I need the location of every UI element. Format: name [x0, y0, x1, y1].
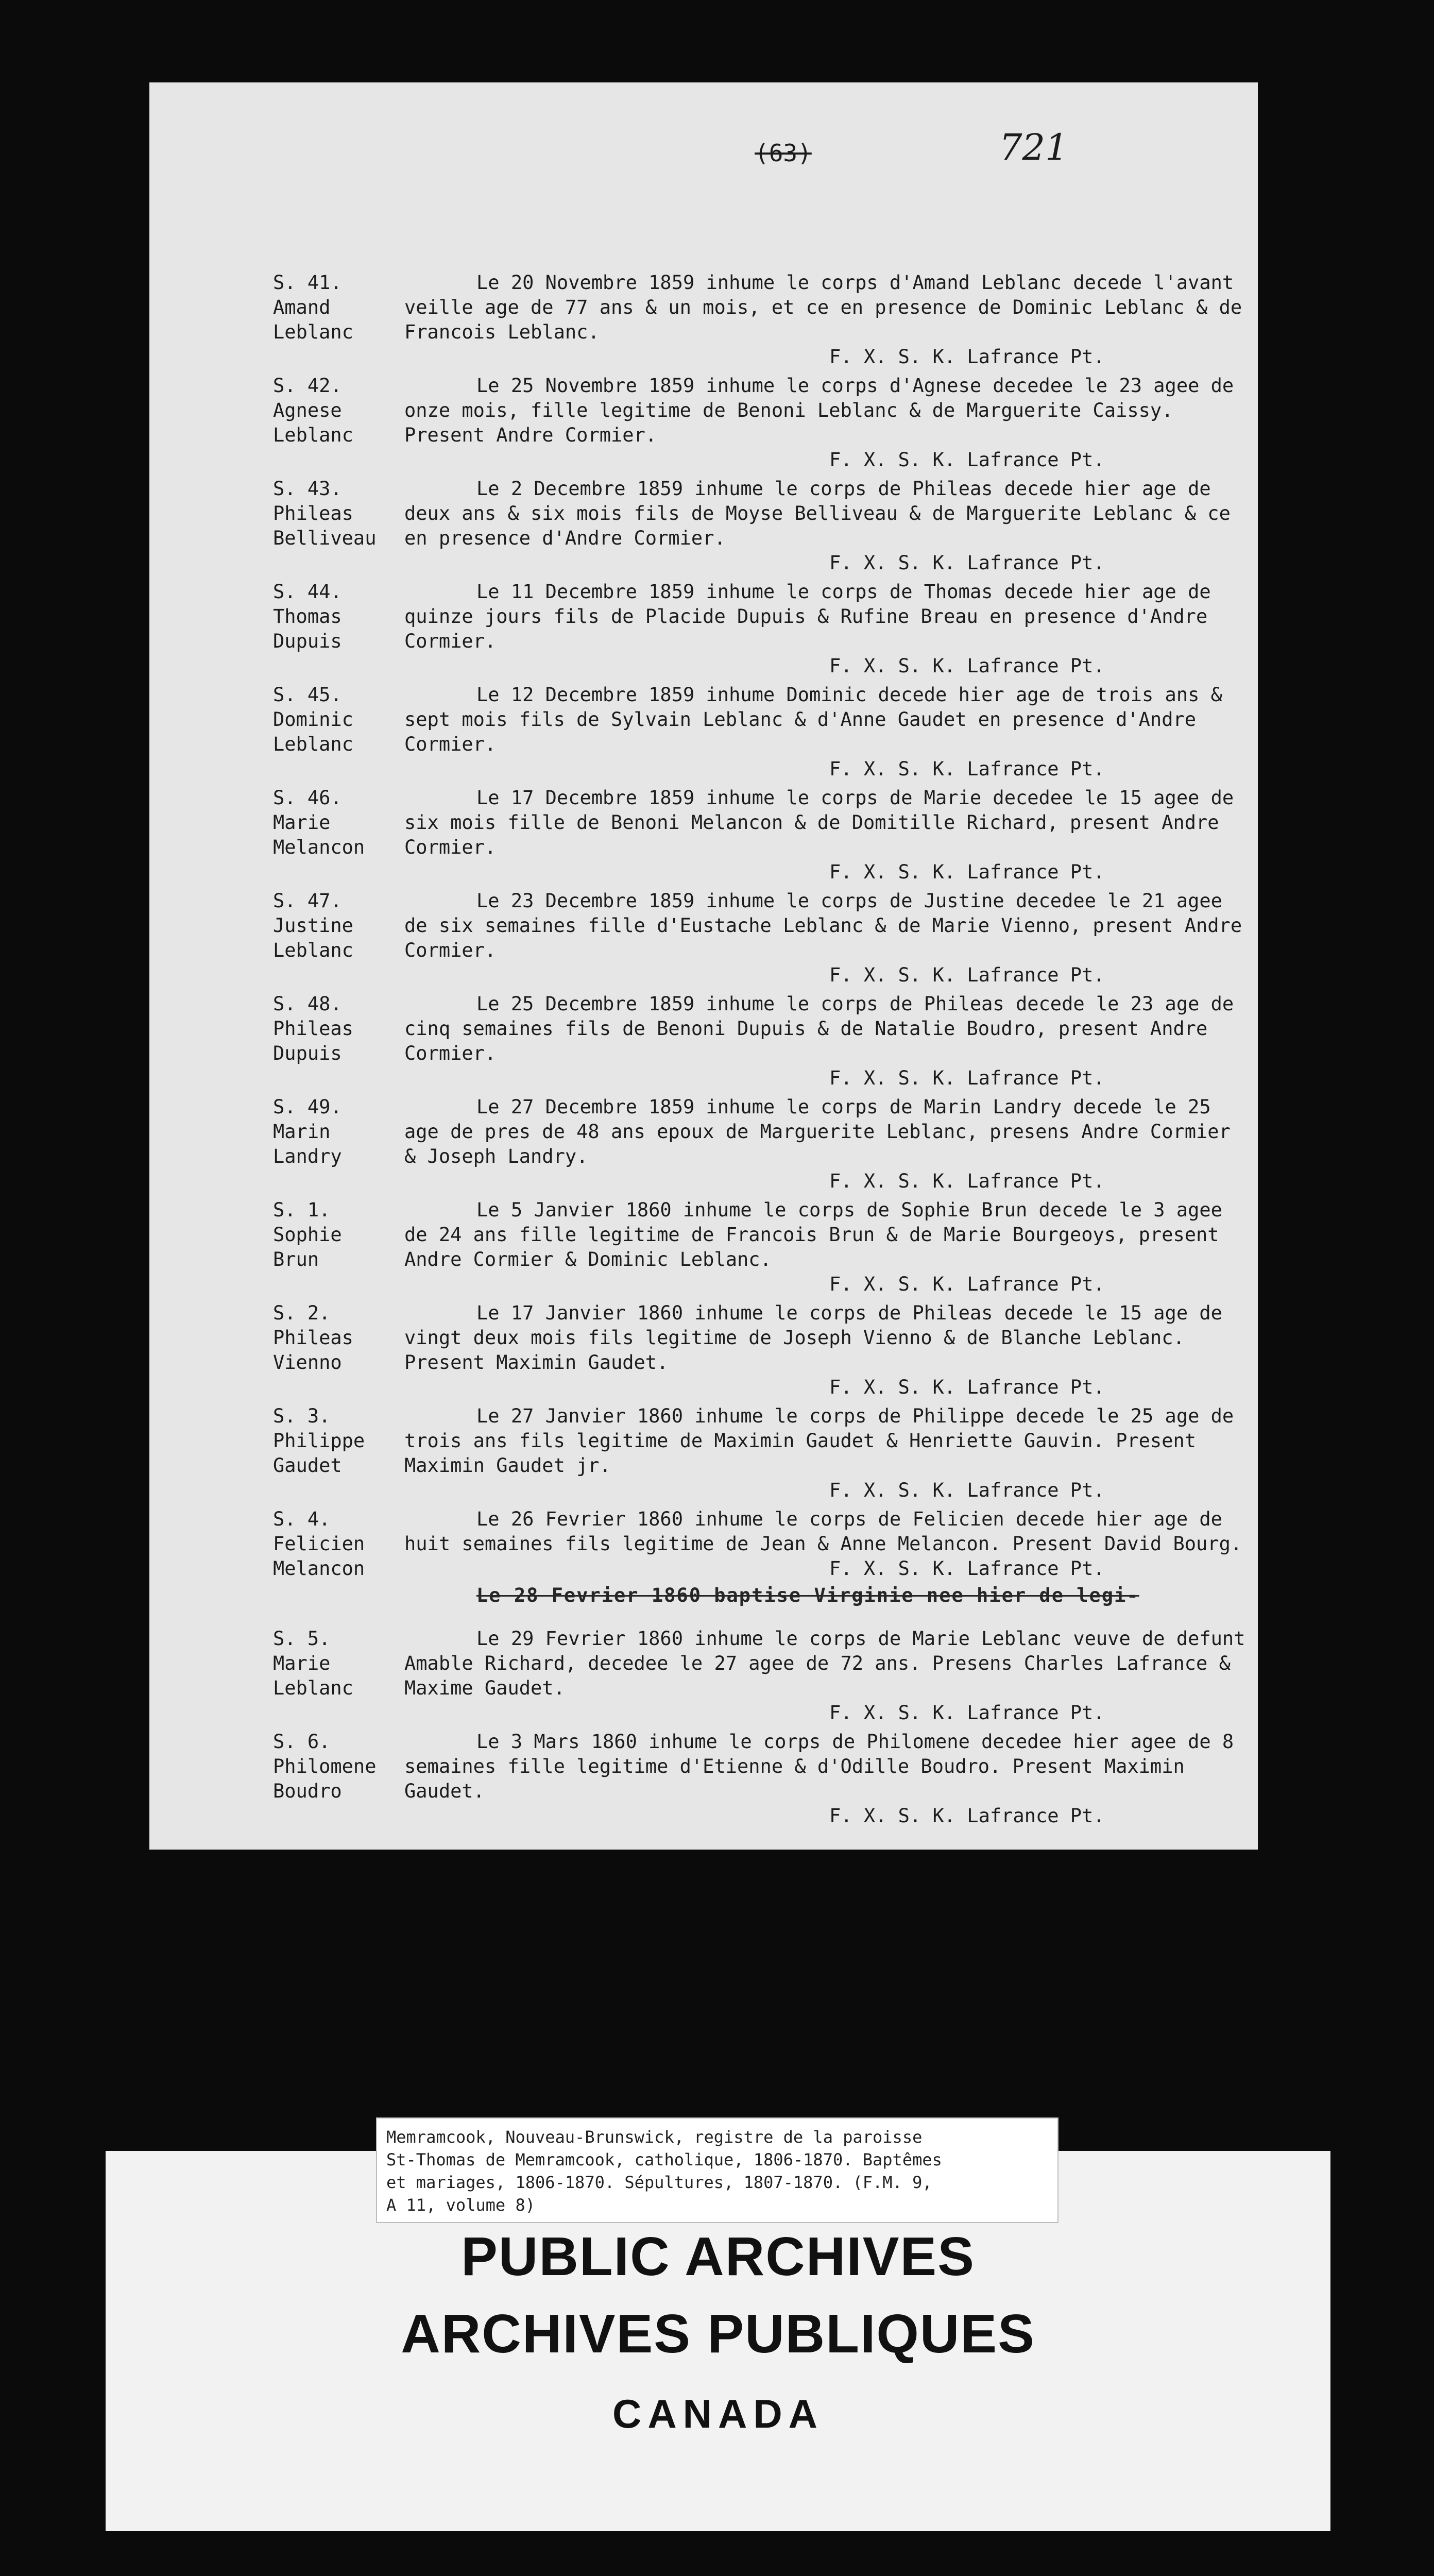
entry-label: S. 48. Phileas Dupuis [273, 993, 353, 1064]
entry-label: S. 42. Agnese Leblanc [273, 375, 353, 446]
entry-text: Le 27 Decembre 1859 inhume le corps de Marin Landry decede le 25 age de pres de 48 ans epoux de Marguerite Leblanc, presens Andre Cormier & Joseph Landry. [404, 1096, 1231, 1167]
entry-body [404, 786, 1252, 885]
entry-label: S. 3. Philippe Gaudet [273, 1405, 365, 1477]
entry-text: Le 25 Novembre 1859 inhume le corps d'Agnese decedee le 23 agee de onze mois, fille legitime de Benoni Leblanc & de Marguerite Caissy. Present Andre Cormier. [404, 375, 1234, 446]
entry-body [404, 374, 1252, 472]
entry-text: Le 2 Decembre 1859 inhume le corps de Phileas decede hier age de deux ans & six mois fils de Moyse Belliveau & de Marguerite Leblanc & ce en presence d'Andre Cormier. [404, 478, 1231, 549]
entry-label: S. 47. Justine Leblanc [273, 890, 353, 961]
burial-entry [273, 1507, 1252, 1581]
entry-text: Le 20 Novembre 1859 inhume le corps d'Amand Leblanc decede l'avant veille age de 77 ans & un mois, et ce en presence de Dominic Leblanc & de Francois Leblanc. [404, 272, 1242, 343]
entry-text: Le 17 Decembre 1859 inhume le corps de Marie decedee le 15 agee de six mois fille de Benoni Melancon & de Domitille Richard, present Andre Cormier. [404, 787, 1234, 858]
entry-body [404, 1404, 1252, 1503]
burial-entry [273, 889, 1252, 988]
priest-signature: F. X. S. K. Lafrance Pt. [829, 1702, 1105, 1724]
priest-signature: F. X. S. K. Lafrance Pt. [829, 1805, 1105, 1827]
burial-entry [273, 1730, 1252, 1828]
entry-label: S. 6. Philomene Boudro [273, 1731, 377, 1802]
archives-title-french: ARCHIVES PUBLIQUES [401, 2303, 1035, 2364]
entry-text: Le 11 Decembre 1859 inhume le corps de Thomas decede hier age de quinze jours fils de Placide Dupuis & Rufine Breau en presence d'Andre Cormier. [404, 581, 1211, 652]
entry-text: Le 17 Janvier 1860 inhume le corps de Phileas decede le 15 age de vingt deux mois fils legitime de Joseph Vienno & de Blanche Leblanc. Present Maximin Gaudet. [404, 1302, 1222, 1374]
entry-text: Le 27 Janvier 1860 inhume le corps de Philippe decede le 25 age de trois ans fils legitime de Maximin Gaudet & Henriette Gauvin. Present Maximin Gaudet jr. [404, 1405, 1234, 1477]
entry-text: Le 29 Fevrier 1860 inhume le corps de Marie Leblanc veuve de defunt Amable Richard, decedee le 27 agee de 72 ans. Presens Charles Lafrance & Maxime Gaudet. [404, 1628, 1245, 1699]
priest-signature: F. X. S. K. Lafrance Pt. [829, 1557, 1105, 1580]
entry-text: Le 25 Decembre 1859 inhume le corps de Phileas decede le 23 age de cinq semaines fils de Benoni Dupuis & de Natalie Boudro, present Andre Cormier. [404, 993, 1234, 1064]
entry-body [404, 477, 1252, 575]
entry-text: Le 23 Decembre 1859 inhume le corps de Justine decedee le 21 agee de six semaines fille d'Eustache Leblanc & de Marie Vienno, present Andre Cormier. [404, 890, 1242, 961]
entry-label: S. 44. Thomas Dupuis [273, 581, 342, 652]
catalog-line: A 11, volume 8) [386, 2195, 535, 2215]
catalog-line: Memramcook, Nouveau-Brunswick, registre de la paroisse [386, 2127, 923, 2147]
priest-signature: F. X. S. K. Lafrance Pt. [829, 1376, 1105, 1398]
entry-label: S. 5. Marie Leblanc [273, 1628, 353, 1699]
burial-entry [273, 683, 1252, 782]
priest-signature: F. X. S. K. Lafrance Pt. [829, 1273, 1105, 1295]
entry-body [404, 580, 1252, 679]
entry-label: S. 2. Phileas Vienno [273, 1302, 353, 1374]
old-page-number: (63) [755, 139, 812, 167]
priest-signature: F. X. S. K. Lafrance Pt. [829, 449, 1105, 471]
entry-body [404, 992, 1252, 1091]
burial-entry [273, 786, 1252, 885]
burial-entry [273, 1626, 1252, 1725]
priest-signature: F. X. S. K. Lafrance Pt. [829, 1479, 1105, 1501]
entry-text: Le 26 Fevrier 1860 inhume le corps de Felicien decede hier age de huit semaines fils legitime de Jean & Anne Melancon. Present David Bourg. [404, 1508, 1242, 1555]
burial-entry [273, 1404, 1252, 1503]
entry-text: Le 3 Mars 1860 inhume le corps de Philomene decedee hier agee de 8 semaines fille legitime d'Etienne & d'Odille Boudro. Present Maximin Gaudet. [404, 1731, 1234, 1802]
burial-entry [273, 1198, 1252, 1297]
priest-signature: F. X. S. K. Lafrance Pt. [829, 758, 1105, 780]
entry-body [404, 1198, 1252, 1297]
priest-signature: F. X. S. K. Lafrance Pt. [829, 964, 1105, 986]
burial-entry [273, 1095, 1252, 1194]
entry-text: Le 12 Decembre 1859 inhume Dominic decede hier age de trois ans & sept mois fils de Sylvain Leblanc & d'Anne Gaudet en presence d'Andre Cormier. [404, 684, 1222, 755]
entry-label: S. 46. Marie Melancon [273, 787, 365, 858]
struck-out-line: Le 28 Fevrier 1860 baptise Virginie nee hier de legi- [476, 1584, 1139, 1606]
catalog-line: et mariages, 1806-1870. Sépultures, 1807-1870. (F.M. 9, [386, 2173, 932, 2192]
register-page [149, 82, 1258, 1850]
entry-label: S. 43. Phileas Belliveau [273, 478, 377, 549]
archives-title-english: PUBLIC ARCHIVES [461, 2226, 975, 2287]
entry-label: S. 49. Marin Landry [273, 1096, 342, 1167]
burial-entry [273, 992, 1252, 1091]
catalog-line: St-Thomas de Memramcook, catholique, 1806-1870. Baptêmes [386, 2150, 942, 2170]
priest-signature: F. X. S. K. Lafrance Pt. [829, 346, 1105, 368]
entry-label: S. 41. Amand Leblanc [273, 272, 353, 343]
archives-country: CANADA [612, 2391, 824, 2436]
burial-entry [273, 374, 1252, 472]
priest-signature: F. X. S. K. Lafrance Pt. [829, 655, 1105, 677]
burial-entry [273, 270, 1252, 369]
priest-signature: F. X. S. K. Lafrance Pt. [829, 1170, 1105, 1192]
priest-signature: F. X. S. K. Lafrance Pt. [829, 552, 1105, 574]
page-number: 721 [999, 126, 1068, 168]
entry-label: S. 45. Dominic Leblanc [273, 684, 353, 755]
entry-body [404, 1730, 1252, 1828]
entry-body [404, 1301, 1252, 1400]
entry-body [404, 683, 1252, 782]
entry-body [404, 1095, 1252, 1194]
entry-body [404, 270, 1252, 369]
entry-text: Le 5 Janvier 1860 inhume le corps de Sophie Brun decede le 3 agee de 24 ans fille legitime de Francois Brun & de Marie Bourgeoys, present Andre Cormier & Dominic Leblanc. [404, 1199, 1222, 1270]
burial-entry [273, 580, 1252, 679]
entry-body [404, 889, 1252, 988]
entry-body [404, 1626, 1252, 1725]
burial-entries [273, 270, 1252, 1833]
entry-label: S. 1. Sophie Brun [273, 1199, 342, 1270]
burial-entry [273, 477, 1252, 575]
priest-signature: F. X. S. K. Lafrance Pt. [829, 1067, 1105, 1089]
entry-body [404, 1507, 1252, 1581]
entry-label: S. 4. Felicien Melancon [273, 1508, 365, 1580]
priest-signature: F. X. S. K. Lafrance Pt. [829, 861, 1105, 883]
catalog-label [376, 2117, 1059, 2223]
burial-entry [273, 1301, 1252, 1400]
